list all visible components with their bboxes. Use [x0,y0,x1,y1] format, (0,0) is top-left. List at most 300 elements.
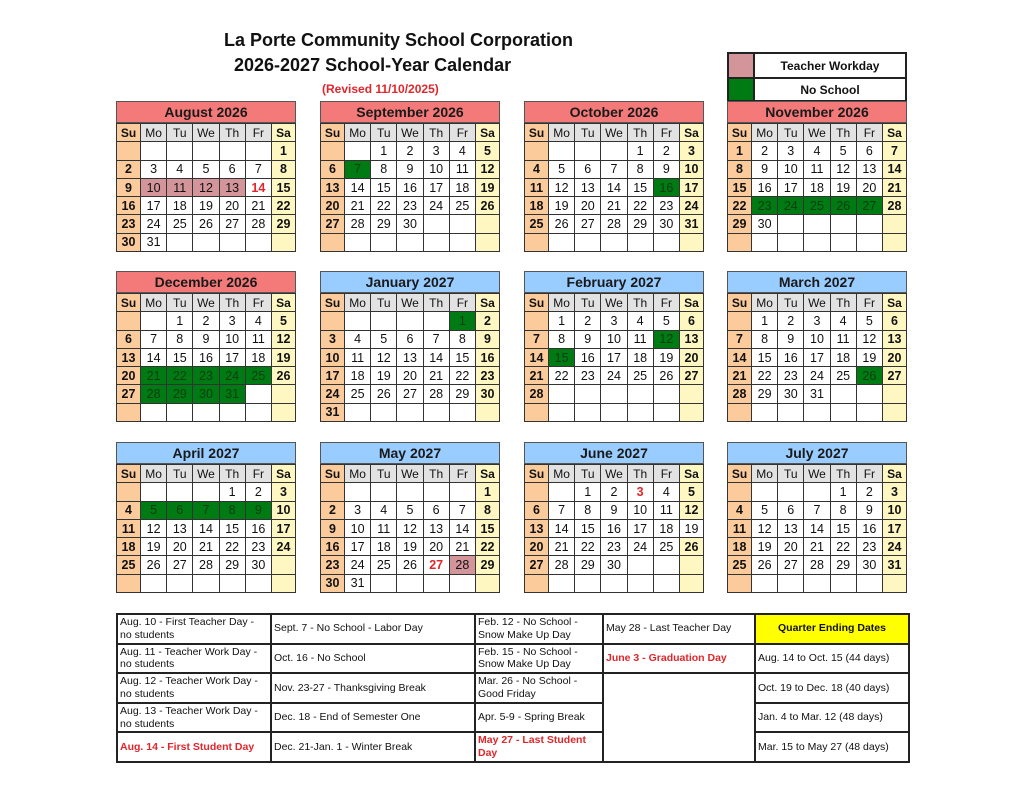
day-cell: 13 [575,178,601,196]
empty-day-cell [476,403,500,421]
day-cell: 2 [397,142,423,160]
empty-day-cell [272,574,296,592]
month-title: August 2026 [116,101,296,123]
week-row [525,501,704,519]
note-cell-last-student-day: May 27 - Last Student Day [475,732,603,762]
day-cell: 28 [549,556,575,574]
weekday-header: Su [321,465,345,483]
week-row [117,556,296,574]
empty-day-cell [883,215,907,233]
month-calendar [524,442,704,593]
day-cell: 15 [371,178,397,196]
day-cell: 5 [193,160,219,178]
day-cell: 20 [525,538,549,556]
day-cell: 27 [525,556,549,574]
week-row [728,348,907,366]
week-row [117,160,296,178]
weekday-header: Tu [778,124,804,142]
day-cell: 18 [245,348,271,366]
day-cell: 6 [575,160,601,178]
day-cell: 4 [627,312,653,330]
day-cell: 12 [830,160,856,178]
weekday-header: We [397,465,423,483]
day-cell: 10 [883,501,907,519]
day-cell: 28 [728,385,752,403]
day-cell: 8 [371,160,397,178]
month-grid [320,464,500,593]
day-cell: 3 [680,142,704,160]
day-cell: 30 [778,385,804,403]
day-cell: 28 [601,215,627,233]
day-cell: 30 [752,215,778,233]
empty-day-cell [397,483,423,501]
week-row [117,330,296,348]
day-cell: 19 [371,367,397,385]
day-cell: 14 [449,519,475,537]
empty-day-cell [449,215,475,233]
revised-date: (Revised 11/10/2025) [322,82,439,96]
day-cell: 10 [627,501,653,519]
day-cell: 13 [167,519,193,537]
notes-row [117,703,909,733]
weekday-header-row [728,294,907,312]
weekday-header: Su [117,124,141,142]
day-cell: 23 [476,367,500,385]
day-cell: 10 [804,330,830,348]
weekday-header: Sa [883,294,907,312]
empty-day-cell [423,483,449,501]
day-cell: 21 [345,197,371,215]
day-cell: 9 [575,330,601,348]
day-cell: 2 [476,312,500,330]
day-cell: 3 [804,312,830,330]
day-cell: 29 [752,385,778,403]
weekday-header: Fr [653,294,679,312]
weekday-header: Sa [272,465,296,483]
day-cell: 30 [653,215,679,233]
empty-day-cell [653,574,679,592]
note-cell: Aug. 11 - Teacher Work Day - no students [117,644,271,674]
day-cell: 17 [680,178,704,196]
weekday-header: Su [321,124,345,142]
day-cell: 29 [627,215,653,233]
empty-day-cell [804,483,830,501]
note-cell: May 28 - Last Teacher Day [603,614,755,644]
day-cell: 2 [752,142,778,160]
empty-day-cell [423,574,449,592]
week-row [728,233,907,251]
weekday-header: We [804,124,830,142]
empty-day-cell [601,385,627,403]
day-cell: 3 [627,483,653,501]
day-cell: 29 [449,385,475,403]
weekday-header: Su [321,294,345,312]
day-cell: 16 [245,519,271,537]
weekday-header: Sa [883,465,907,483]
empty-day-cell [752,483,778,501]
day-cell: 8 [627,160,653,178]
day-cell: 15 [449,348,475,366]
month-title: March 2027 [727,271,907,293]
weekday-header: Su [117,294,141,312]
day-cell: 24 [627,538,653,556]
week-row [525,483,704,501]
day-cell: 20 [575,197,601,215]
day-cell: 21 [804,538,830,556]
day-cell: 11 [371,519,397,537]
weekday-header: We [601,124,627,142]
week-row [525,312,704,330]
note-cell-graduation: June 3 - Graduation Day [603,644,755,674]
day-cell: 8 [449,330,475,348]
weekday-header-row [117,294,296,312]
week-row [525,574,704,592]
week-row [321,142,500,160]
day-cell: 30 [397,215,423,233]
empty-day-cell [575,142,601,160]
day-cell: 14 [728,348,752,366]
day-cell: 17 [778,178,804,196]
no-school-swatch [729,79,755,100]
weekday-header: Tu [167,294,193,312]
empty-day-cell [345,233,371,251]
day-cell: 22 [476,538,500,556]
day-cell: 5 [830,142,856,160]
empty-day-cell [167,233,193,251]
day-cell: 2 [778,312,804,330]
week-row [728,312,907,330]
note-cell: Feb. 15 - No School - Snow Make Up Day [475,644,603,674]
weekday-header: Mo [752,294,778,312]
day-cell: 10 [272,501,296,519]
week-row [525,519,704,537]
empty-day-cell [883,403,907,421]
weekday-header: Fr [856,465,882,483]
day-cell: 20 [778,538,804,556]
day-cell: 29 [830,556,856,574]
empty-day-cell [117,483,141,501]
day-cell: 20 [321,197,345,215]
weekday-header: We [804,465,830,483]
day-cell: 22 [830,538,856,556]
day-cell: 14 [193,519,219,537]
day-cell: 14 [883,160,907,178]
day-cell: 1 [449,312,475,330]
day-cell: 30 [476,385,500,403]
month-title: November 2026 [727,101,907,123]
weekday-header: Mo [141,124,167,142]
weekday-header: Sa [272,124,296,142]
day-cell: 17 [345,538,371,556]
day-cell: 27 [423,556,449,574]
day-cell: 22 [627,197,653,215]
notes-row [117,732,909,762]
weekday-header: Tu [778,294,804,312]
day-cell: 23 [653,197,679,215]
day-cell: 20 [680,348,704,366]
empty-day-cell [272,385,296,403]
weekday-header: Su [525,294,549,312]
empty-day-cell [476,574,500,592]
note-cell: Mar. 26 - No School - Good Friday [475,673,603,703]
weekday-header: We [397,124,423,142]
week-row [321,367,500,385]
day-cell: 15 [476,519,500,537]
weekday-header: Fr [245,124,271,142]
empty-day-cell [167,142,193,160]
day-cell: 15 [830,519,856,537]
empty-day-cell [653,233,679,251]
week-row [321,519,500,537]
day-cell: 8 [272,160,296,178]
day-cell: 18 [371,538,397,556]
day-cell: 26 [549,215,575,233]
empty-day-cell [627,385,653,403]
note-cell: Feb. 12 - No School - Snow Make Up Day [475,614,603,644]
empty-day-cell [856,385,882,403]
day-cell: 5 [752,501,778,519]
empty-day-cell [525,233,549,251]
day-cell: 8 [476,501,500,519]
weekday-header: Sa [476,124,500,142]
empty-day-cell [778,403,804,421]
day-cell: 12 [856,330,882,348]
day-cell: 17 [804,348,830,366]
empty-day-cell [321,483,345,501]
weekday-header-row [525,465,704,483]
day-cell: 1 [549,312,575,330]
empty-day-cell [856,215,882,233]
day-cell: 17 [883,519,907,537]
day-cell: 22 [449,367,475,385]
day-cell: 28 [883,197,907,215]
empty-day-cell [272,233,296,251]
month-grid [116,293,296,422]
month-title: June 2027 [524,442,704,464]
day-cell: 17 [423,178,449,196]
empty-day-cell [397,233,423,251]
week-row [117,519,296,537]
day-cell: 1 [627,142,653,160]
month-title: September 2026 [320,101,500,123]
day-cell: 21 [728,367,752,385]
note-cell: Oct. 16 - No School [271,644,475,674]
day-cell: 25 [728,556,752,574]
day-cell: 16 [601,519,627,537]
empty-day-cell [575,385,601,403]
day-cell: 1 [752,312,778,330]
day-cell: 25 [627,367,653,385]
empty-day-cell [627,556,653,574]
day-cell: 3 [321,330,345,348]
weekday-header: Th [219,294,245,312]
day-cell: 7 [345,160,371,178]
weekday-header: Sa [476,465,500,483]
day-cell: 18 [653,519,679,537]
empty-day-cell [549,233,575,251]
week-row [525,330,704,348]
day-cell: 7 [728,330,752,348]
week-row [728,519,907,537]
day-cell: 25 [245,367,271,385]
day-cell: 13 [397,348,423,366]
day-cell: 11 [167,178,193,196]
empty-day-cell [728,233,752,251]
day-cell: 25 [167,215,193,233]
day-cell: 27 [219,215,245,233]
empty-day-cell [219,403,245,421]
week-row [117,348,296,366]
empty-day-cell [627,403,653,421]
empty-day-cell [680,574,704,592]
empty-day-cell [856,403,882,421]
weekday-header-row [321,294,500,312]
day-cell: 26 [830,197,856,215]
weekday-header: Fr [653,124,679,142]
day-cell: 1 [219,483,245,501]
weekday-header: Th [627,465,653,483]
day-cell: 2 [856,483,882,501]
empty-day-cell [627,574,653,592]
empty-day-cell [141,312,167,330]
day-cell: 31 [804,385,830,403]
day-cell: 26 [272,367,296,385]
week-row [728,403,907,421]
empty-day-cell [752,233,778,251]
day-cell: 3 [272,483,296,501]
empty-day-cell [601,403,627,421]
day-cell: 5 [549,160,575,178]
day-cell: 15 [219,519,245,537]
week-row [321,538,500,556]
empty-day-cell [167,483,193,501]
day-cell: 3 [883,483,907,501]
empty-day-cell [245,385,271,403]
day-cell: 22 [575,538,601,556]
month-title: July 2027 [727,442,907,464]
day-cell: 12 [193,178,219,196]
week-row [321,215,500,233]
weekday-header-row [525,124,704,142]
day-cell: 24 [601,367,627,385]
legend-label: Teacher Workday [780,58,880,73]
day-cell: 11 [830,330,856,348]
day-cell: 29 [371,215,397,233]
day-cell: 5 [272,312,296,330]
day-cell: 23 [752,197,778,215]
day-cell: 10 [141,178,167,196]
day-cell: 17 [272,519,296,537]
weekday-header: Su [728,124,752,142]
week-row [321,501,500,519]
empty-day-cell [883,574,907,592]
empty-day-cell [601,574,627,592]
week-row [321,233,500,251]
empty-day-cell [219,142,245,160]
weekday-header: We [804,294,830,312]
day-cell: 12 [549,178,575,196]
month-grid [524,293,704,422]
empty-day-cell [345,483,371,501]
day-cell: 2 [575,312,601,330]
month-title: April 2027 [116,442,296,464]
day-cell: 29 [167,385,193,403]
weekday-header: We [601,294,627,312]
day-cell: 11 [627,330,653,348]
day-cell: 18 [627,348,653,366]
week-row [321,574,500,592]
day-cell: 1 [830,483,856,501]
day-cell: 25 [525,215,549,233]
day-cell: 10 [423,160,449,178]
day-cell: 10 [680,160,704,178]
note-cell: Nov. 23-27 - Thanksgiving Break [271,673,475,703]
month-calendar [524,271,704,422]
day-cell: 27 [856,197,882,215]
day-cell: 18 [117,538,141,556]
day-cell: 4 [245,312,271,330]
day-cell: 20 [423,538,449,556]
weekday-header: Fr [856,294,882,312]
note-cell-first-student-day: Aug. 14 - First Student Day [117,732,271,762]
day-cell: 11 [525,178,549,196]
weekday-header: Sa [476,294,500,312]
day-cell: 23 [601,538,627,556]
day-cell: 12 [653,330,679,348]
notes-row [117,644,909,674]
empty-day-cell [272,556,296,574]
day-cell: 18 [345,367,371,385]
empty-day-cell [728,403,752,421]
week-row [321,178,500,196]
weekday-header: Sa [883,124,907,142]
day-cell: 15 [549,348,575,366]
empty-day-cell [680,385,704,403]
day-cell: 3 [601,312,627,330]
day-cell: 11 [728,519,752,537]
month-calendar [320,271,500,422]
weekday-header: Su [728,294,752,312]
day-cell: 1 [476,483,500,501]
legend-label: No School [800,82,860,97]
empty-day-cell [856,574,882,592]
empty-day-cell [449,574,475,592]
note-cell: Dec. 18 - End of Semester One [271,703,475,733]
day-cell: 22 [272,197,296,215]
day-cell: 24 [219,367,245,385]
month-calendar [116,271,296,422]
month-calendar [524,101,704,252]
week-row [525,403,704,421]
day-cell: 5 [397,501,423,519]
empty-day-cell [167,574,193,592]
week-row [525,348,704,366]
day-cell: 12 [371,348,397,366]
day-cell: 9 [856,501,882,519]
day-cell: 17 [627,519,653,537]
weekday-header: Tu [167,124,193,142]
day-cell: 17 [321,367,345,385]
day-cell: 21 [601,197,627,215]
day-cell: 20 [883,348,907,366]
day-cell: 4 [449,142,475,160]
weekday-header: Th [219,124,245,142]
quarter-cell: Jan. 4 to Mar. 12 (48 days) [755,703,909,733]
day-cell: 23 [778,367,804,385]
week-row [321,312,500,330]
day-cell: 29 [219,556,245,574]
day-cell: 24 [345,556,371,574]
